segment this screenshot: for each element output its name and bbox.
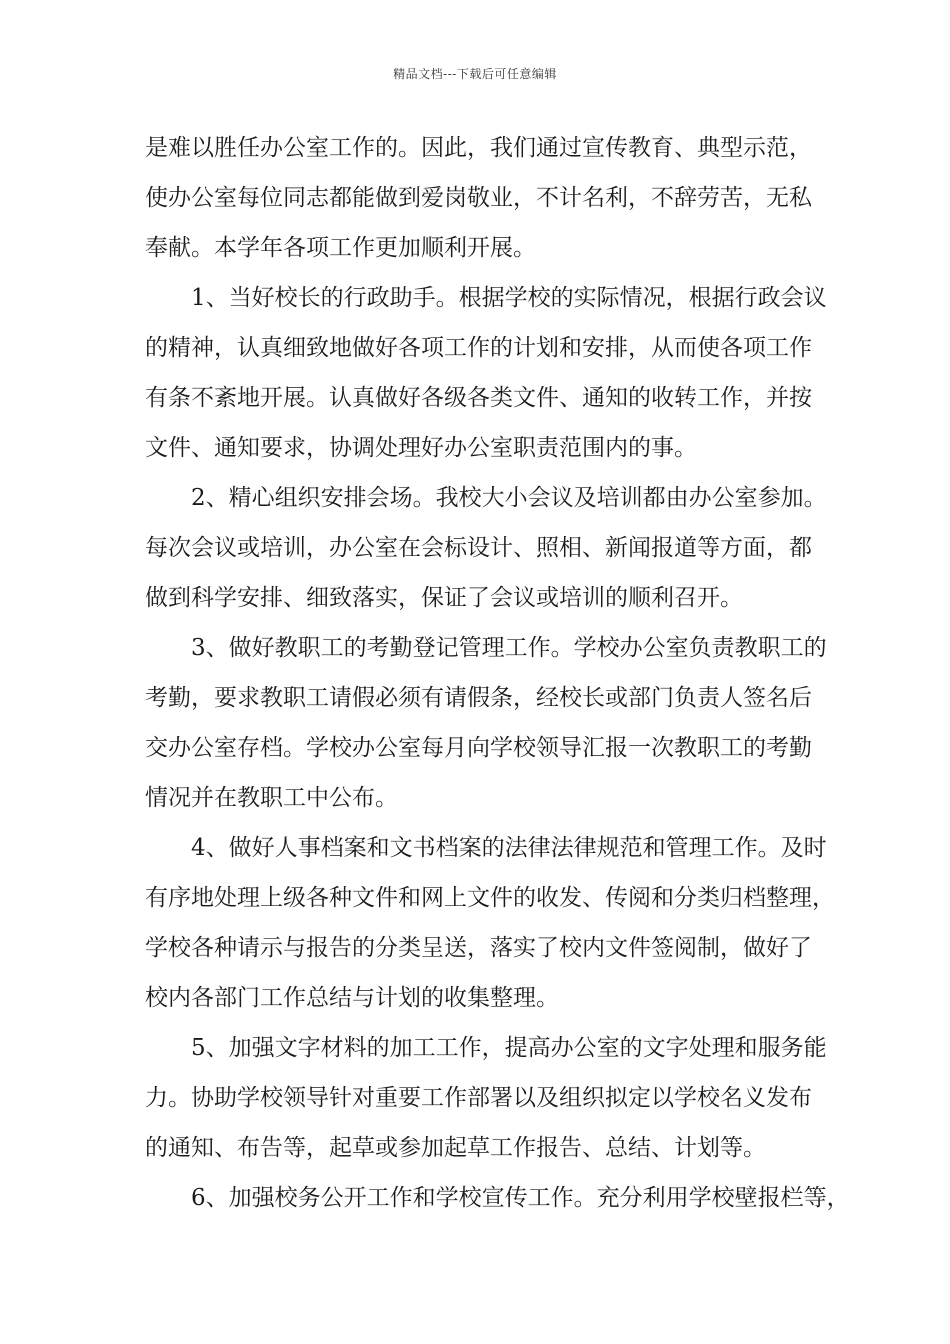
paragraph-item-6 — [145, 1178, 850, 1228]
text-line: 每次会议或培训，办公室在会标设计、照相、新闻报道等方面，都 — [145, 535, 812, 561]
page-header: 精品文档---下载后可任意编辑 — [393, 67, 557, 81]
text-line: 奉献。本学年各项工作更加顺利开展。 — [145, 235, 536, 261]
text-line: 交办公室存档。学校办公室每月向学校领导汇报一次教职工的考勤 — [145, 735, 812, 761]
text-line: 4、做好人事档案和文书档案的法律法律规范和管理工作。及时 — [191, 835, 827, 861]
paragraph-continuation — [145, 128, 835, 278]
text-line: 6、加强校务公开工作和学校宣传工作。充分利用学校壁报栏等， — [191, 1185, 850, 1211]
text-line: 是难以胜任办公室工作的。因此，我们通过宣传教育、典型示范， — [145, 135, 812, 161]
text-line: 情况并在教职工中公布。 — [145, 785, 398, 811]
text-line: 校内各部门工作总结与计划的收集整理。 — [145, 985, 559, 1011]
text-line: 有序地处理上级各种文件和网上文件的收发、传阅和分类归档整理， — [145, 885, 835, 911]
text-line: 3、做好教职工的考勤登记管理工作。学校办公室负责教职工的 — [191, 635, 827, 661]
paragraph-item-4 — [145, 828, 835, 1028]
text-line: 2、精心组织安排会场。我校大小会议及培训都由办公室参加。 — [191, 485, 827, 511]
text-line: 做到科学安排、细致落实，保证了会议或培训的顺利召开。 — [145, 585, 743, 611]
text-line: 使办公室每位同志都能做到爱岗敬业，不计名利，不辞劳苦，无私 — [145, 185, 812, 211]
text-line: 5、加强文字材料的加工工作，提高办公室的文字处理和服务能 — [191, 1035, 827, 1061]
text-line: 有条不紊地开展。认真做好各级各类文件、通知的收转工作，并按 — [145, 385, 812, 411]
text-line: 学校各种请示与报告的分类呈送，落实了校内文件签阅制，做好了 — [145, 935, 812, 961]
text-line: 的精神，认真细致地做好各项工作的计划和安排，从而使各项工作 — [145, 335, 812, 361]
text-line: 1、当好校长的行政助手。根据学校的实际情况，根据行政会议 — [191, 285, 827, 311]
text-line: 考勤，要求教职工请假必须有请假条，经校长或部门负责人签名后 — [145, 685, 812, 711]
paragraph-item-3 — [145, 628, 835, 828]
document-body — [145, 128, 850, 1228]
text-line: 的通知、布告等，起草或参加起草工作报告、总结、计划等。 — [145, 1135, 766, 1161]
paragraph-item-2 — [145, 478, 835, 628]
text-line: 文件、通知要求，协调处理好办公室职责范围内的事。 — [145, 435, 697, 461]
paragraph-item-1 — [145, 278, 835, 478]
paragraph-item-5 — [145, 1028, 835, 1178]
text-line: 力。协助学校领导针对重要工作部署以及组织拟定以学校名义发布 — [145, 1085, 812, 1111]
